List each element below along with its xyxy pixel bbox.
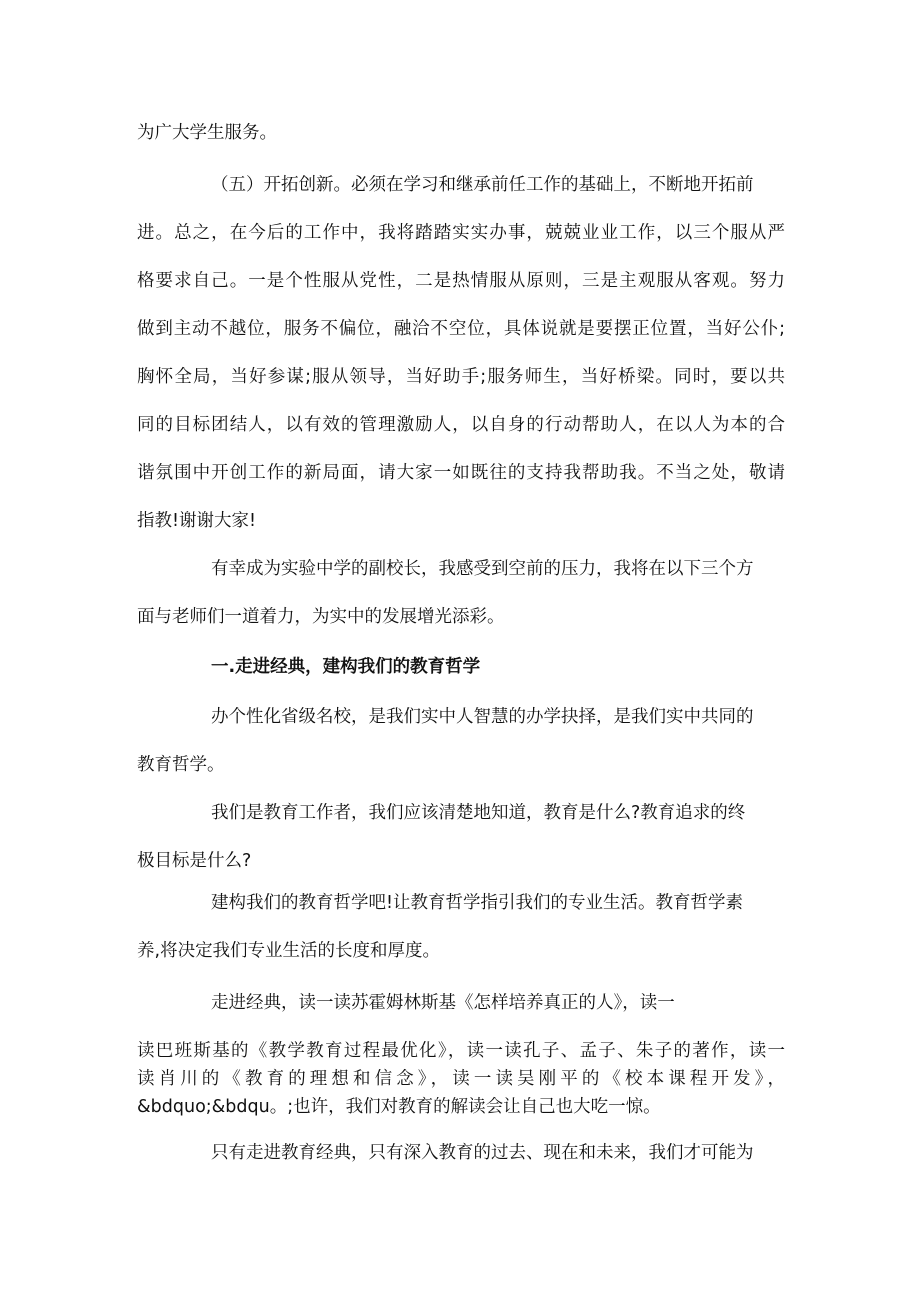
paragraph-line: 做到主动不越位，服务不偏位，融洽不空位，具体说就是要摆正位置，当好公仆; (137, 319, 785, 339)
paragraph-line: 同的目标团结人，以有效的管理激励人，以自身的行动帮助人，在以人为本的合 (137, 415, 785, 435)
paragraph-line: 教育哲学。 (137, 755, 225, 775)
paragraph-line: 有幸成为实验中学的副校长，我感受到空前的压力，我将在以下三个方 (211, 559, 754, 579)
paragraph-line: 面与老师们一道着力，为实中的发展增光添彩。 (137, 607, 505, 627)
paragraph-line: 办个性化省级名校，是我们实中人智慧的办学抉择，是我们实中共同的 (211, 707, 754, 727)
paragraph-line: 指教!谢谢大家! (137, 511, 257, 531)
paragraph-line: 只有走进教育经典，只有深入教育的过去、现在和未来，我们才可能为 (211, 1143, 754, 1163)
paragraph-line: &bdquo;&bdqu。;也许，我们对教育的解读会让自己也大吃一惊。 (137, 1097, 661, 1117)
paragraph-line: 谐氛围中开创工作的新局面，请大家一如既往的支持我帮助我。不当之处，敬请 (137, 463, 785, 483)
paragraph-line: 读巴班斯基的《教学教育过程最优化》，读一读孔子、孟子、朱子的著作，读一 (137, 1041, 785, 1061)
paragraph-line: 格要求自己。一是个性服从党性，二是热情服从原则，三是主观服从客观。努力 (137, 271, 785, 291)
paragraph-line: 建构我们的教育哲学吧!让教育哲学指引我们的专业生活。教育哲学素 (211, 893, 744, 913)
paragraph-line: （五）开拓创新。必须在学习和继承前任工作的基础上，不断地开拓前 (211, 175, 754, 195)
paragraph-line: 进。总之，在今后的工作中，我将踏踏实实办事，兢兢业业工作，以三个服从严 (137, 223, 785, 243)
paragraph-line: 极目标是什么? (137, 851, 252, 871)
paragraph-line: 走进经典，读一读苏霍姆林斯基《怎样培养真正的人》，读一 (211, 993, 675, 1013)
paragraph-line: 为广大学生服务。 (137, 123, 277, 143)
paragraph-line: 胸怀全局，当好参谋;服从领导，当好助手;服务师生，当好桥梁。同时，要以共 (137, 367, 785, 387)
paragraph-line: 读肖川的《教育的理想和信念》，读一读吴刚平的《校本课程开发》， (137, 1069, 785, 1089)
paragraph-line: 我们是教育工作者，我们应该清楚地知道，教育是什么?教育追求的终 (211, 803, 746, 823)
section-heading: 一.走进经典，建构我们的教育哲学 (211, 657, 481, 677)
paragraph-line: 养,将决定我们专业生活的长度和厚度。 (137, 941, 441, 961)
